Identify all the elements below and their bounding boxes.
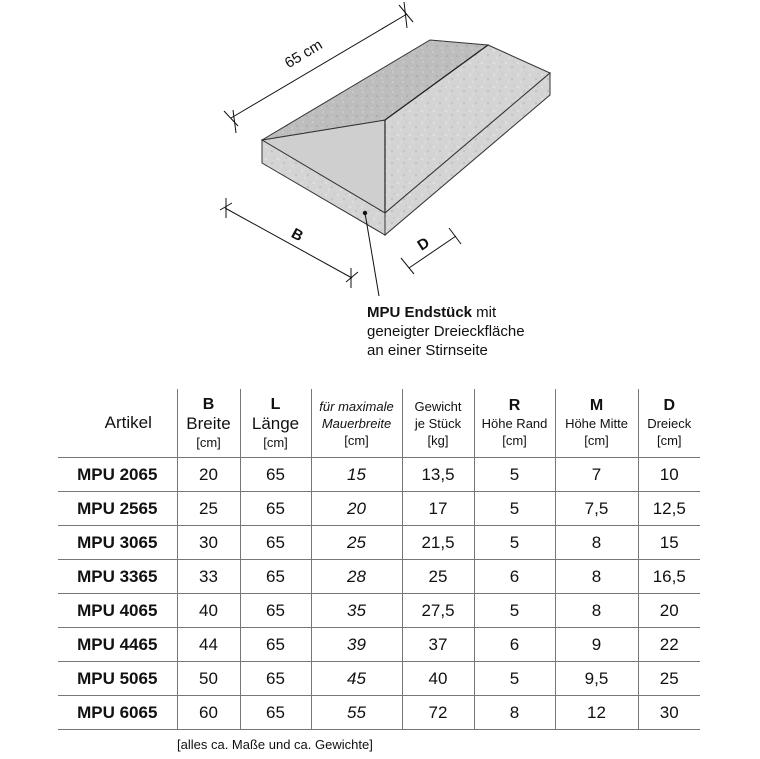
cell-hoehe-mitte: 8 [555, 526, 638, 560]
cell-dreieck: 30 [638, 696, 700, 730]
cell-mauerbreite: 25 [311, 526, 402, 560]
cell-gewicht: 25 [402, 560, 474, 594]
cell-laenge: 65 [240, 696, 311, 730]
cell-mauerbreite: 20 [311, 492, 402, 526]
cell-gewicht: 13,5 [402, 458, 474, 492]
caption-title: MPU Endstück [367, 304, 473, 321]
table-row [58, 526, 700, 560]
cell-dreieck: 16,5 [638, 560, 700, 594]
cell-artikel: MPU 3365 [58, 560, 177, 594]
cell-mauerbreite: 35 [311, 594, 402, 628]
cell-mauerbreite: 45 [311, 662, 402, 696]
cell-dreieck: 15 [638, 526, 700, 560]
cell-hoehe-mitte: 9 [555, 628, 638, 662]
table-row [58, 560, 700, 594]
cell-hoehe-rand: 5 [474, 594, 555, 628]
spec-table [58, 389, 700, 730]
cell-mauerbreite: 55 [311, 696, 402, 730]
caption-title-rest: mit [472, 304, 497, 321]
cell-breite: 20 [177, 458, 240, 492]
header-hoehe-rand: R Höhe Rand [cm] [474, 389, 555, 458]
cell-breite: 25 [177, 492, 240, 526]
cell-dreieck: 12,5 [638, 492, 700, 526]
cell-artikel: MPU 2065 [58, 458, 177, 492]
cell-gewicht: 21,5 [402, 526, 474, 560]
cell-laenge: 65 [240, 594, 311, 628]
cell-hoehe-rand: 5 [474, 662, 555, 696]
cell-mauerbreite: 15 [311, 458, 402, 492]
cell-hoehe-rand: 6 [474, 560, 555, 594]
caption-line-3: an einer Stirnseite [367, 342, 488, 359]
cell-dreieck: 10 [638, 458, 700, 492]
cell-artikel: MPU 4065 [58, 594, 177, 628]
cell-breite: 50 [177, 662, 240, 696]
header-dreieck: D Dreieck [cm] [638, 389, 700, 458]
header-hoehe-mitte: M Höhe Mitte [cm] [555, 389, 638, 458]
cell-dreieck: 20 [638, 594, 700, 628]
header-laenge: L Länge [cm] [240, 389, 311, 458]
cell-gewicht: 72 [402, 696, 474, 730]
header-mauerbreite: für maximale Mauerbreite [cm] [311, 389, 402, 458]
cell-hoehe-mitte: 8 [555, 560, 638, 594]
cell-laenge: 65 [240, 628, 311, 662]
cell-hoehe-mitte: 7 [555, 458, 638, 492]
cell-breite: 40 [177, 594, 240, 628]
header-breite: B Breite [cm] [177, 389, 240, 458]
cell-hoehe-mitte: 8 [555, 594, 638, 628]
cell-artikel: MPU 4465 [58, 628, 177, 662]
header-artikel: Artikel [58, 389, 177, 458]
cell-dreieck: 22 [638, 628, 700, 662]
cell-hoehe-rand: 8 [474, 696, 555, 730]
cell-hoehe-mitte: 12 [555, 696, 638, 730]
cell-artikel: MPU 2565 [58, 492, 177, 526]
table-row [58, 492, 700, 526]
width-label: B [288, 224, 306, 246]
cell-hoehe-rand: 5 [474, 492, 555, 526]
cell-hoehe-mitte: 7,5 [555, 492, 638, 526]
cell-breite: 60 [177, 696, 240, 730]
table-row [58, 594, 700, 628]
drawing-caption [367, 303, 525, 360]
cell-mauerbreite: 39 [311, 628, 402, 662]
depth-dimension [401, 228, 461, 274]
cell-artikel: MPU 3065 [58, 526, 177, 560]
table-header-row [58, 389, 700, 458]
cell-gewicht: 27,5 [402, 594, 474, 628]
cell-laenge: 65 [240, 560, 311, 594]
cell-breite: 33 [177, 560, 240, 594]
cell-laenge: 65 [240, 492, 311, 526]
cell-artikel: MPU 6065 [58, 696, 177, 730]
table-row [58, 662, 700, 696]
depth-label: D [414, 234, 433, 255]
footnote: [alles ca. Maße und ca. Gewichte] [177, 737, 373, 752]
cell-hoehe-rand: 5 [474, 458, 555, 492]
width-dimension [220, 198, 358, 288]
cell-gewicht: 40 [402, 662, 474, 696]
cell-hoehe-rand: 5 [474, 526, 555, 560]
cell-gewicht: 37 [402, 628, 474, 662]
table-row [58, 628, 700, 662]
cell-laenge: 65 [240, 526, 311, 560]
cell-dreieck: 25 [638, 662, 700, 696]
cell-artikel: MPU 5065 [58, 662, 177, 696]
cell-mauerbreite: 28 [311, 560, 402, 594]
cell-laenge: 65 [240, 458, 311, 492]
cell-hoehe-mitte: 9,5 [555, 662, 638, 696]
caption-line-2: geneigter Dreieckfläche [367, 323, 525, 340]
cell-hoehe-rand: 6 [474, 628, 555, 662]
cell-laenge: 65 [240, 662, 311, 696]
table-row [58, 696, 700, 730]
cell-breite: 30 [177, 526, 240, 560]
cell-gewicht: 17 [402, 492, 474, 526]
cell-breite: 44 [177, 628, 240, 662]
table-row [58, 458, 700, 492]
header-gewicht: Gewicht je Stück [kg] [402, 389, 474, 458]
length-label: 65 cm [281, 36, 326, 72]
